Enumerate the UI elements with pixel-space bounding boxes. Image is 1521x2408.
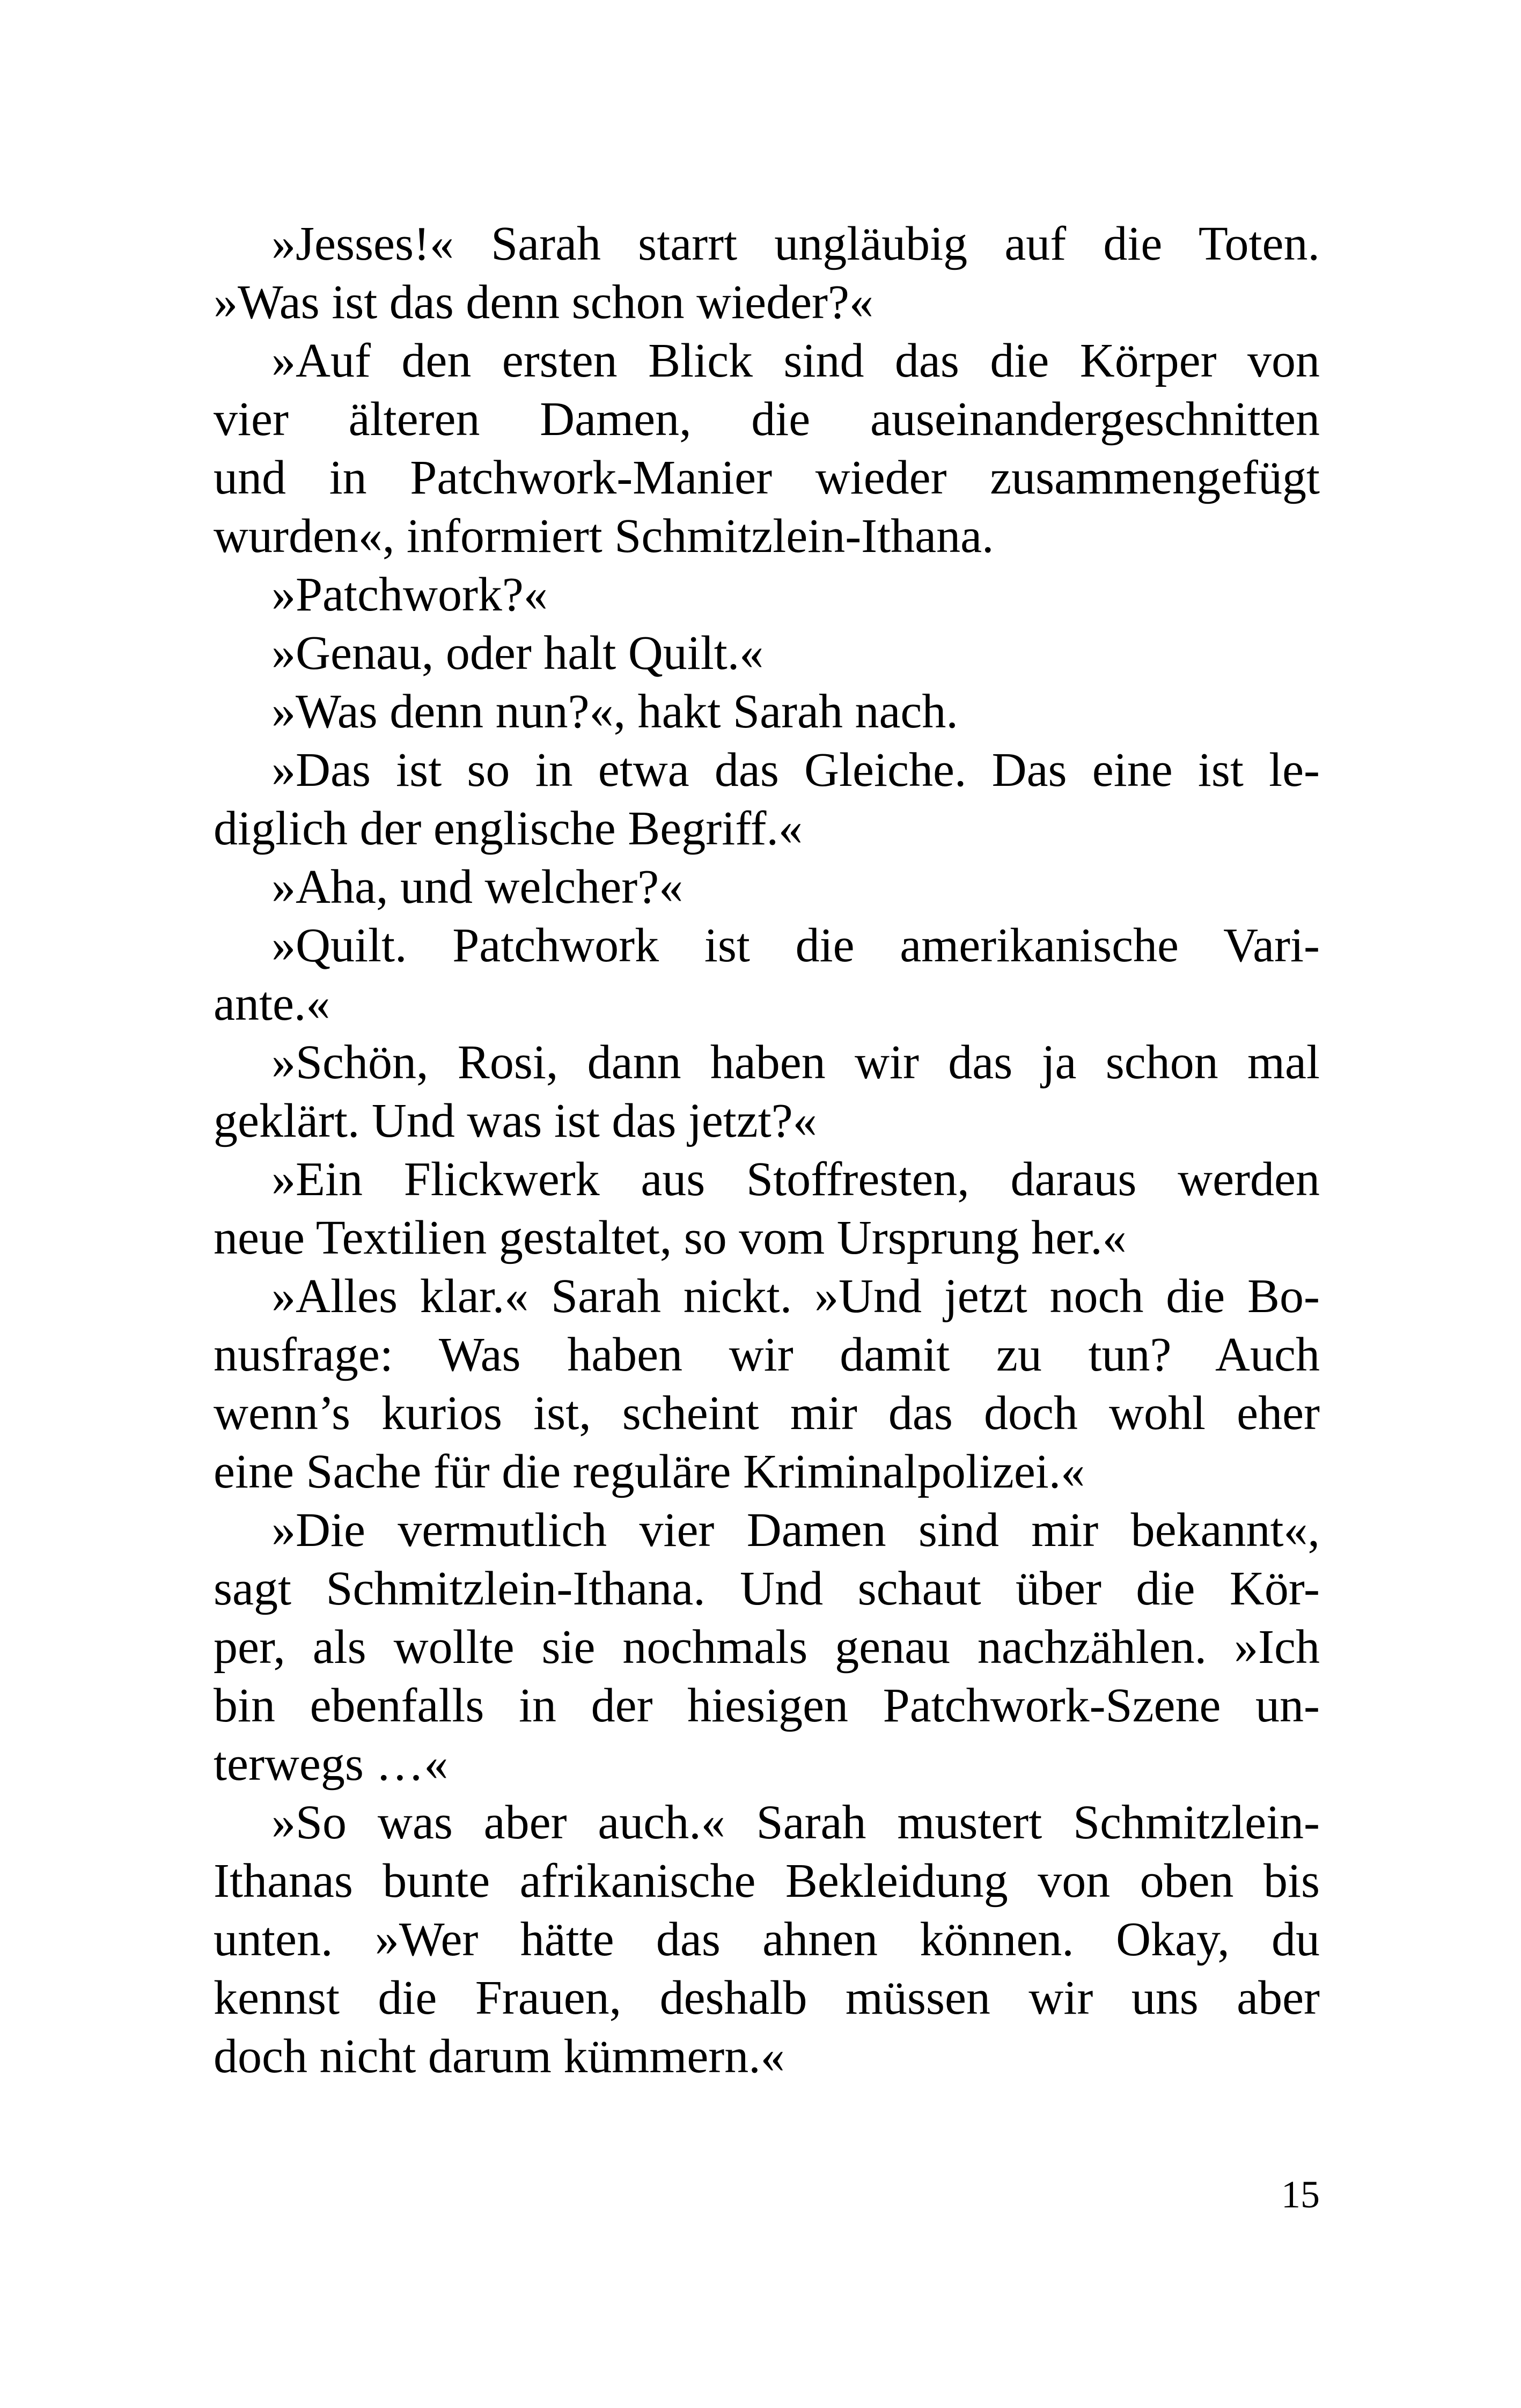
text-line: »Was ist das denn schon wieder?« — [214, 276, 873, 329]
text-line: doch nicht darum kümmern.« — [214, 2030, 785, 2083]
text-line: nusfrage: Was haben wir damit zu tun? Auch — [214, 1328, 1320, 1381]
text-line: »Das ist so in etwa das Gleiche. Das eine ist le- — [271, 743, 1320, 797]
text-line: bin ebenfalls in der hiesigen Patchwork-Szene un- — [214, 1679, 1320, 1732]
text-line: »Patchwork?« — [271, 568, 548, 621]
text-line: »Alles klar.« Sarah nickt. »Und jetzt noch die Bo- — [271, 1270, 1320, 1323]
text-line: und in Patchwork-Manier wieder zusammengefügt — [214, 451, 1320, 504]
text-line: unten. »Wer hätte das ahnen können. Okay, du — [214, 1913, 1320, 1966]
text-line: »Was denn nun?«, hakt Sarah nach. — [271, 685, 958, 738]
text-line: wenn’s kurios ist, scheint mir das doch wohl eher — [214, 1387, 1320, 1440]
text-line: »Quilt. Patchwork ist die amerikanische Vari- — [271, 919, 1320, 972]
text-line: kennst die Frauen, deshalb müssen wir uns aber — [214, 1971, 1320, 2024]
text-line: Ithanas bunte afrikanische Bekleidung von oben bis — [214, 1854, 1320, 1908]
text-line: wurden«, informiert Schmitzlein-Ithana. — [214, 510, 994, 563]
text-line: sagt Schmitzlein-Ithana. Und schaut über die Kör- — [214, 1562, 1320, 1615]
text-line: terwegs …« — [214, 1737, 449, 1791]
text-line: vier älteren Damen, die auseinandergeschnitten — [214, 393, 1320, 446]
page-number: 15 — [1281, 2173, 1320, 2216]
text-line: neue Textilien gestaltet, so vom Ursprung her.« — [214, 1211, 1127, 1264]
text-line: »Auf den ersten Blick sind das die Körper von — [271, 334, 1320, 387]
text-line: ante.« — [214, 977, 330, 1030]
text-line: per, als wollte sie nochmals genau nachzählen. »Ich — [214, 1621, 1320, 1674]
text-line: »Die vermutlich vier Damen sind mir bekannt«, — [271, 1504, 1320, 1557]
text-line: »Schön, Rosi, dann haben wir das ja schon mal — [271, 1036, 1320, 1089]
text-line: eine Sache für die reguläre Kriminalpolizei.« — [214, 1445, 1085, 1498]
text-line: »So was aber auch.« Sarah mustert Schmitzlein- — [271, 1796, 1320, 1849]
text-line: diglich der englische Begriff.« — [214, 802, 803, 855]
text-line: »Aha, und welcher?« — [271, 860, 684, 914]
text-line: »Jesses!« Sarah starrt ungläubig auf die Toten. — [271, 217, 1320, 270]
text-line: »Ein Flickwerk aus Stoffresten, daraus werden — [271, 1153, 1320, 1206]
body-text — [214, 215, 1320, 2086]
text-line: »Genau, oder halt Quilt.« — [271, 627, 764, 680]
text-line: geklärt. Und was ist das jetzt?« — [214, 1094, 817, 1147]
